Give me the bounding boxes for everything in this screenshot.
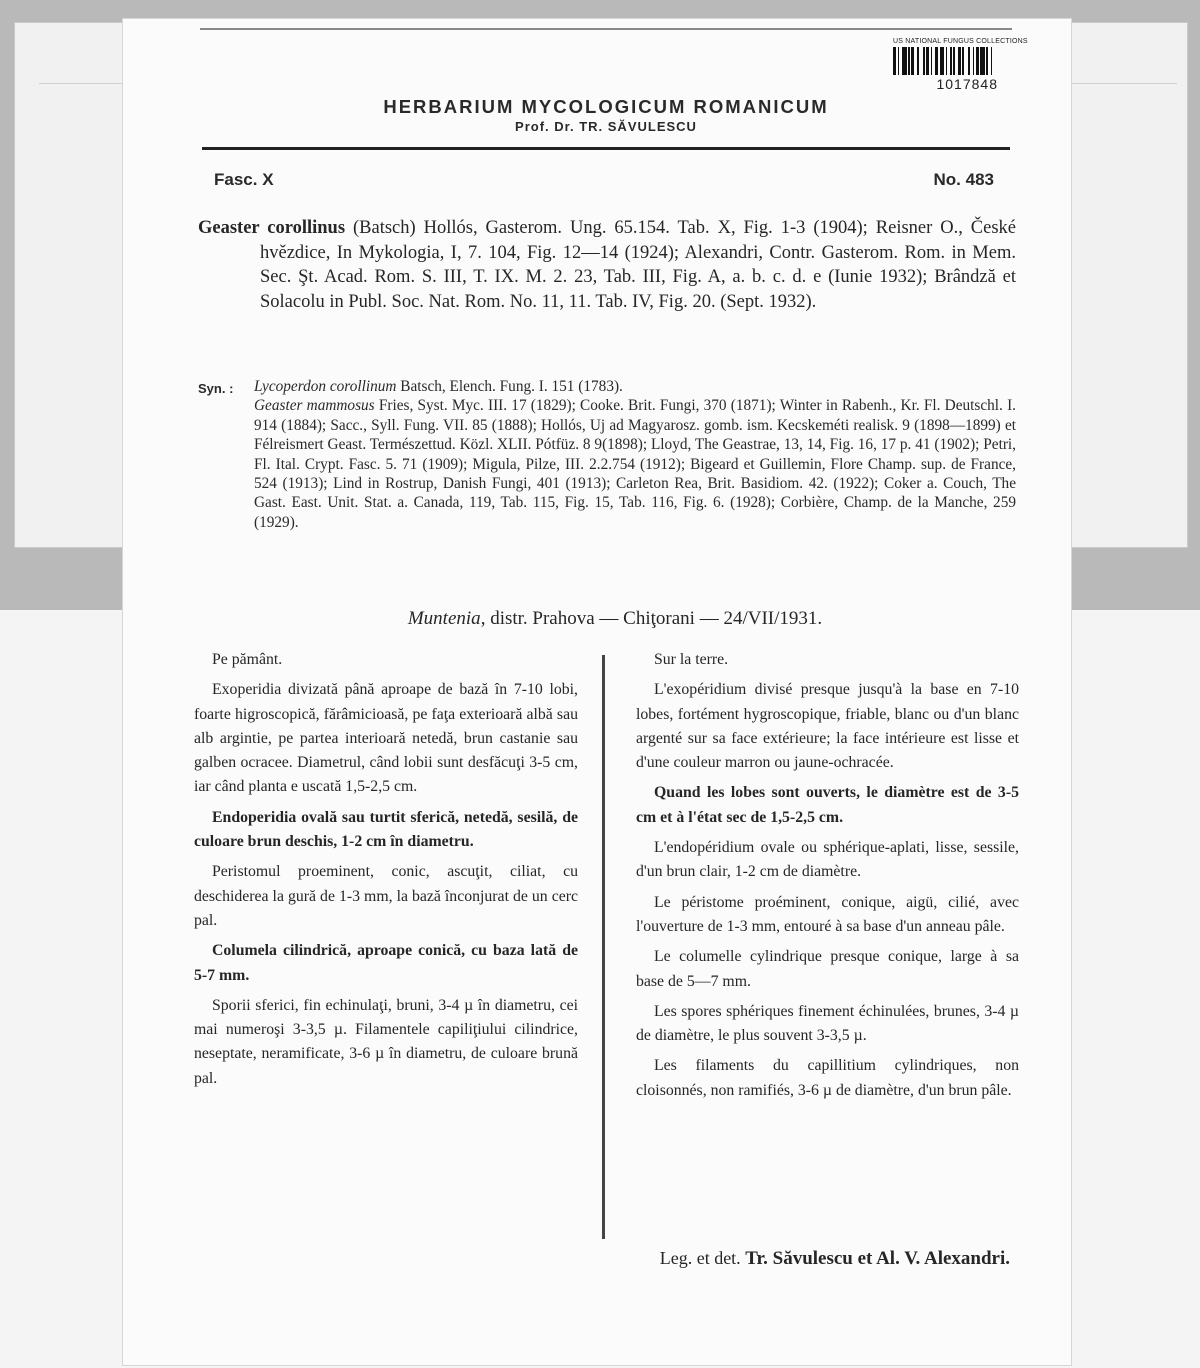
- barcode-caption: US NATIONAL FUNGUS COLLECTIONS: [893, 38, 1028, 45]
- ro-paragraph-peristome: Peristomul proeminent, conic, ascuţit, ciliat, cu deschiderea la gură de 1-3 mm, la bază înconjurat de un cerc pal.: [194, 863, 578, 929]
- collection-locality: [200, 608, 1030, 630]
- description-french: [636, 648, 1019, 1109]
- herbarium-subtitle: Prof. Dr. TR. SĂVULESCU: [515, 119, 697, 134]
- fr-paragraph-exoperidium: L'exopéridium divisé presque jusqu'à la base en 7-10 lobes, fortément hygroscopique, friable, blanc ou d'un blanc argenté sur sa face extérieure; la face intérieure est lisse et d'une couleur marron ou jaune-ochracée.: [636, 681, 1019, 772]
- description-romanian: [194, 648, 578, 1097]
- synonyms-block: [198, 377, 1016, 532]
- ro-paragraph-exoperidium: Exoperidia divizată până aproape de bază în 7-10 lobi, foarte higroscopică, fărâmicioasă, pe faţa exterioară albă sau alb argintie, pe partea interioară netedă, brun castanie sau galben ocracee. Diametrul, când lobii sunt desfăcuţi 3-5 cm, iar când planta e uscată 1,5-2,5 cm.: [194, 681, 578, 796]
- species-citation: (Batsch) Hollós, Gasterom. Ung. 65.154. Tab. X, Fig. 1-3 (1904); Reisner O., České hvězdice, In Mykologia, I, 7. 104, Fig. 12—14 (1924); Alexandri, Contr. Gasterom. Rom. in Mem. Sec. Şt. Acad. Rom. S. III, T. IX. M. 2. 23, Tab. III, Fig. A, a. b. c. d. e (Iunie 1932); Brândză et Solacolu in Publ. Soc. Nat. Rom. No. 11, 11. Tab. IV, Fig. 20. (Sept. 1932).: [260, 218, 1016, 312]
- column-divider: [602, 655, 605, 1239]
- ro-paragraph-endoperidium: Endoperidia ovală sau turtit sferică, netedă, sesilă, de culoare brun deschis, 1-2 cm în diametru.: [194, 808, 578, 851]
- barcode-block: [893, 38, 1028, 100]
- locality-text: , distr. Prahova — Chiţorani — 24/VII/1931.: [480, 608, 823, 629]
- ro-paragraph-habitat: Pe pământ.: [212, 651, 283, 668]
- fr-paragraph-capillitium: Les filaments du capillitium cylindriques, non cloisonnés, non ramifiés, 3-6 µ de diamètre, d'un brun pâle.: [636, 1057, 1019, 1099]
- synonym-2-name: Geaster mammosus: [254, 397, 375, 415]
- ro-paragraph-spores: Sporii sferici, fin echinulaţi, bruni, 3-4 µ în diametru, cei mai numeroşi 3-3,5 µ. Filamentele capiliţiului cilindrice, neseptate, neramificate, 3-6 µ în diametru, de culoare brună pal.: [194, 996, 578, 1087]
- leg-prefix: Leg. et det.: [659, 1248, 741, 1268]
- fr-paragraph-columella: Le columelle cylindrique presque conique, large à sa base de 5—7 mm.: [636, 948, 1019, 990]
- species-heading: [198, 216, 1016, 314]
- fr-paragraph-endoperidium: L'endopéridium ovale ou sphérique-aplati, lisse, sessile, d'un brun clair, 1-2 cm de diamètre.: [636, 839, 1019, 881]
- specimen-number: No. 483: [933, 170, 994, 189]
- locality-region: Muntenia: [407, 608, 481, 629]
- synonym-1-name: Lycoperdon corollinum: [254, 378, 397, 395]
- herbarium-title: HERBARIUM MYCOLOGICUM ROMANICUM: [383, 96, 829, 117]
- fr-paragraph-peristome: Le péristome proéminent, conique, aigü, cilié, avec l'ouverture de 1-3 mm, entouré à sa base d'un anneau pâle.: [636, 893, 1019, 935]
- synonym-1-text: Batsch, Elench. Fung. I. 151 (1783).: [400, 378, 623, 395]
- barcode-icon: [893, 47, 1024, 75]
- fr-paragraph-habitat: Sur la terre.: [654, 651, 729, 668]
- collectors-names: Tr. Săvulescu et Al. V. Alexandri.: [745, 1248, 1010, 1269]
- fr-paragraph-spores: Les spores sphériques finement échinulées, brunes, 3-4 µ de diamètre, le plus souvent 3-3,5 µ.: [636, 1002, 1019, 1045]
- species-name: Geaster corollinus: [198, 218, 346, 238]
- header-rule: [202, 147, 1010, 150]
- synonym-2-text: Fries, Syst. Myc. III. 17 (1829); Cooke. Brit. Fungi, 370 (1871); Winter in Rabenh., Kr. Fl. Deutschl. I. 914 (1884); Sacc., Syll. Fung. VII. 85 (1888); Hollós, Uj ad Magyarosz. gomb. ism. Kecskeméti realisk. 9 (1898—1899) et Félreismert Geast. Természettud. Közl. XLII. Pótfüz. 8 9(1898); Lloyd, The Geastrae, 13, 14, Fig. 16, 17 p. 41 (1902); Petri, Fl. Ital. Crypt. Fasc. 5. 71 (1909); Migula, Pilze, III. 2.2.754 (1912); Bigeard et Guillemin, Flore Champ. sup. de France, 524 (1913); Lind in Rostrup, Danish Fungi, 401 (1913); Carleton Rea, Brit. Basidiom. 42. (1922); Coker a. Couch, The Gast. East. Unit. Stat. a. Canada, 119, Tab. 115, Fig. 15, Tab. 116, Fig. 6. (1928); Corbière, Champ. de la Manche, 259 (1929).: [254, 397, 1016, 531]
- collector-line: [200, 1248, 1010, 1270]
- synonyms-label: Syn. :: [198, 381, 234, 396]
- label-top-line: [200, 28, 1012, 30]
- fascicle-number: Fasc. X: [214, 170, 274, 189]
- ro-paragraph-columella: Columela cilindrică, aproape conică, cu baza lată de 5-7 mm.: [194, 942, 578, 984]
- barcode-bar: [992, 47, 995, 75]
- fr-paragraph-diameter: Quand les lobes sont ouverts, le diamètre est de 3-5 cm et à l'état sec de 1,5-2,5 cm.: [636, 784, 1019, 826]
- barcode-number: 1017848: [936, 76, 998, 92]
